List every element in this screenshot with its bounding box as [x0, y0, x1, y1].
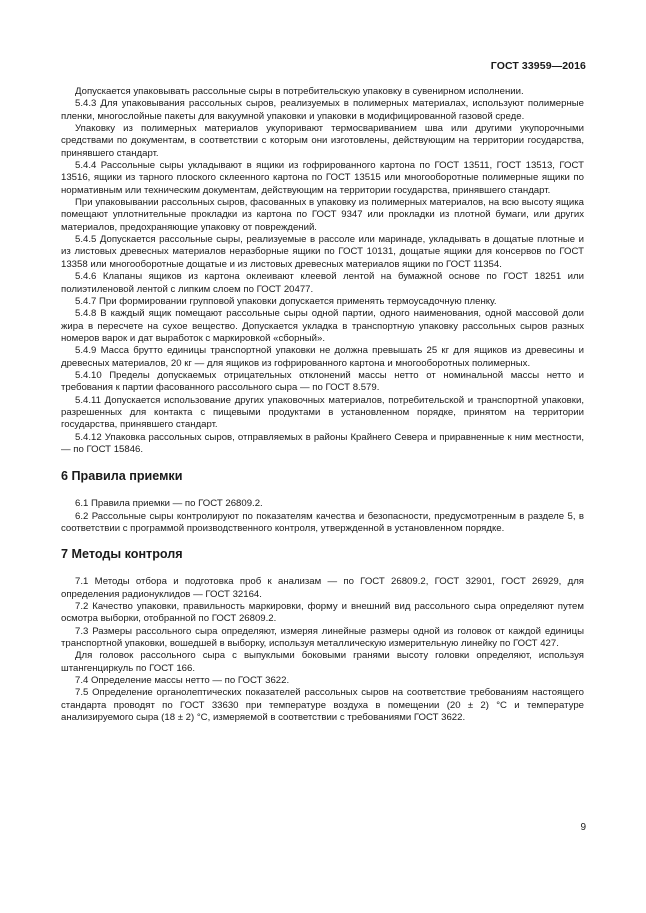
- paragraph: 7.1 Методы отбора и подготовка проб к анализам — по ГОСТ 26809.2, ГОСТ 32901, ГОСТ 26929, для определения радионуклидов — ГОСТ 32164.: [61, 576, 584, 600]
- paragraph: Допускается упаковывать рассольные сыры в потребительскую упаковку в сувенирном исполнении.: [75, 86, 524, 97]
- paragraph: 5.4.11 Допускается использование других упаковочных материалов, потребительской и транспортной упаковки, разрешенных для контакта с пищевыми продуктами в установленном порядке, принятом на территории государства, принявшего стандарт.: [61, 394, 584, 431]
- document-code: ГОСТ 33959—2016: [490, 60, 586, 72]
- paragraph: Для головок рассольного сыра с выпуклыми боковыми гранями высоту головки определяют, используя штангенциркуль по ГОСТ 166.: [61, 650, 584, 674]
- page-number: 9: [580, 822, 586, 833]
- paragraph: При упаковывании рассольных сыров, фасованных в упаковку из полимерных материалов, на всю высоту ящика помещают уплотнительные прокладки из картона по ГОСТ 9347 или прокладки из плотной бумаги, или других материалов, предохраняющие упаковку от повреждений.: [61, 197, 584, 233]
- paragraph: 5.4.7 При формировании групповой упаковки допускается применять термоусадочную пленку.: [75, 295, 497, 307]
- paragraph: 7.5 Определение органолептических показателей рассольных сыров на соответствие требованиям настоящего стандарта проводят по ГОСТ 33630 при температуре воздуха в помещении (20 ± 2) °С и температуре анализируемого сыра (18 ± 2) °С, измеряемой в соответствии с требованиями ГОСТ 3622.: [61, 687, 584, 724]
- document-body: [61, 86, 584, 724]
- paragraph: 5.4.5 Допускается рассольные сыры, реализуемые в рассоле или маринаде, укладывать в дощатые плотные и из листовых древесных материалов неразборные ящики по ГОСТ 10131, дощатые ящики для консервов по ГОСТ 13358 или многооборотные дощатые и из листовых древесных материалов ящики по ГОСТ 11354.: [61, 234, 584, 270]
- paragraph: 7.2 Качество упаковки, правильность маркировки, форму и внешний вид рассольного сыра определяют путем осмотра выборки, отобранной по ГОСТ 26809.2.: [61, 601, 584, 625]
- paragraph: 6.1 Правила приемки — по ГОСТ 26809.2.: [75, 498, 263, 510]
- paragraph: 5.4.8 В каждый ящик помещают рассольные сыры одной партии, одного наименования, одной массовой доли жира в пересчете на сухое вещество. Допускается укладка в транспортную упаковку рассольных сыров разных номеров варок и дат выработок с маркировкой «сборный».: [61, 308, 584, 344]
- paragraph: 5.4.12 Упаковка рассольных сыров, отправляемых в районы Крайнего Севера и приравненные к ним местности, — по ГОСТ 15846.: [61, 431, 584, 455]
- section-heading-7: 7 Методы контроля: [61, 547, 183, 562]
- section-heading-6: 6 Правила приемки: [61, 469, 183, 484]
- paragraph: 5.4.4 Рассольные сыры укладывают в ящики из гофрированного картона по ГОСТ 13511, ГОСТ 13513, ГОСТ 13516, ящики из тарного плоского склеенного картона по ГОСТ 13515 или многооборотные полимерные ящики по нормативным или техническим документам, действующим на территории государства, принявшего стандарт.: [61, 160, 584, 196]
- paragraph: 7.4 Определение массы нетто — по ГОСТ 3622.: [75, 675, 290, 687]
- paragraph: 5.4.9 Масса брутто единицы транспортной упаковки не должна превышать 25 кг для ящиков из древесины и древесных материалов, 20 кг — для ящиков из гофрированного картона и многооборотных полимерных.: [61, 345, 584, 369]
- paragraph: 5.4.10 Пределы допускаемых отрицательных отклонений массы нетто от номинальной массы нетто и требования к партии фасованного рассольного сыра — по ГОСТ 8.579.: [61, 369, 584, 394]
- paragraph: 5.4.3 Для упаковывания рассольных сыров, реализуемых в полимерных материалах, используют полимерные пленки, многослойные пакеты для вакуумной упаковки и упаковки в модифицированной газовой среде.: [61, 98, 584, 122]
- paragraph: 5.4.6 Клапаны ящиков из картона оклеивают клеевой лентой на бумажной основе по ГОСТ 18251 или полиэтиленовой лентой с липким слоем по ГОСТ 20477.: [61, 271, 584, 295]
- paragraph: Упаковку из полимерных материалов укупоривают термосвариванием шва или другими укупорочными средствами по документам, в соответствии с которым они изготовлены, действующим на территории государства, принявшего стандарт.: [61, 123, 584, 159]
- paragraph: 7.3 Размеры рассольного сыра определяют, измеряя линейные размеры одной из головок от каждой единицы транспортной упаковки, вошедшей в выборку, используя металлическую измерительную линейку по ГОСТ 427.: [61, 625, 584, 650]
- paragraph: 6.2 Рассольные сыры контролируют по показателям качества и безопасности, предусмотренным в разделе 5, в соответствии с программой производственного контроля, утвержденной в установленном порядке.: [61, 510, 584, 534]
